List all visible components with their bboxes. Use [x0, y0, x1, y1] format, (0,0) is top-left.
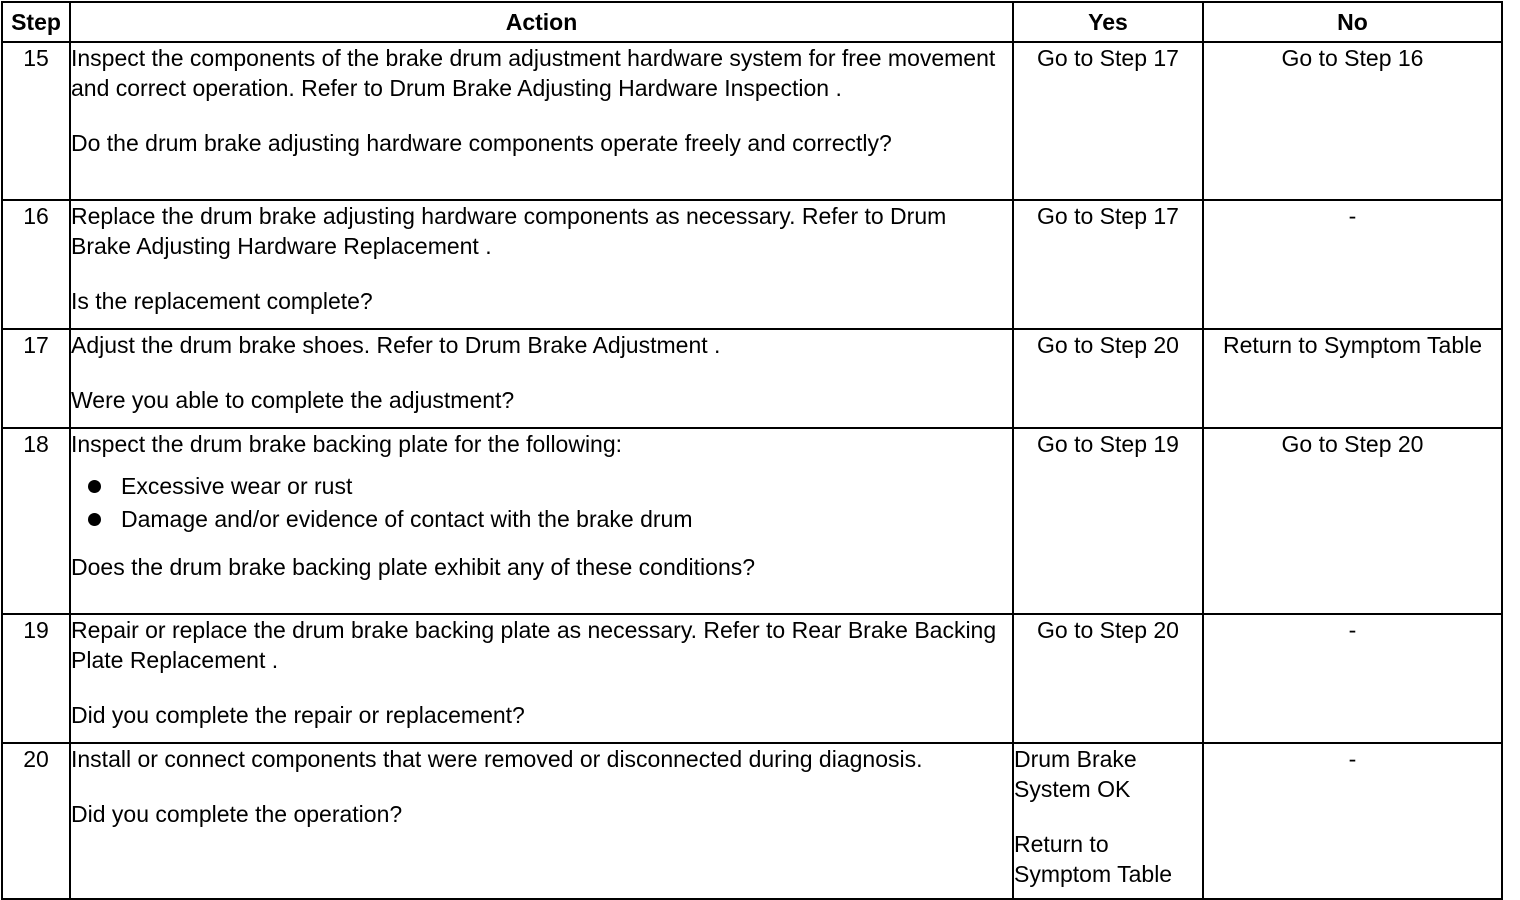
action-cell — [70, 743, 1013, 899]
condition-list — [71, 470, 1012, 536]
step-number: 20 — [2, 743, 70, 899]
table-row — [2, 42, 1502, 200]
table-row — [2, 428, 1502, 614]
no-cell: Go to Step 16 — [1203, 42, 1502, 200]
step-number: 18 — [2, 428, 70, 614]
no-cell: - — [1203, 743, 1502, 899]
action-question: Does the drum brake backing plate exhibit any of these conditions? — [71, 554, 756, 580]
yes-cell — [1013, 743, 1203, 899]
yes-cell: Go to Step 17 — [1013, 42, 1203, 200]
yes-result-return: Return to Symptom Table — [1014, 831, 1173, 887]
action-cell — [70, 428, 1013, 614]
header-no: No — [1203, 2, 1502, 42]
action-text: Inspect the components of the brake drum adjustment hardware system for free movement and correct operation. Refer to Drum Brake Adjusting Hardware Inspection . — [71, 45, 996, 101]
action-cell — [70, 329, 1013, 428]
list-item — [71, 503, 1012, 536]
action-question: Did you complete the operation? — [71, 801, 403, 827]
list-item-text: Damage and/or evidence of contact with the brake drum — [121, 506, 693, 532]
action-text: Install or connect components that were removed or disconnected during diagnosis. — [71, 746, 923, 772]
step-number: 19 — [2, 614, 70, 743]
header-step: Step — [2, 2, 70, 42]
no-cell: Go to Step 20 — [1203, 428, 1502, 614]
action-text: Inspect the drum brake backing plate for the following: — [71, 431, 623, 457]
yes-cell: Go to Step 20 — [1013, 329, 1203, 428]
list-item-text: Excessive wear or rust — [121, 473, 353, 499]
table-row — [2, 743, 1502, 899]
no-cell: - — [1203, 614, 1502, 743]
yes-cell: Go to Step 17 — [1013, 200, 1203, 329]
action-text: Replace the drum brake adjusting hardware components as necessary. Refer to Drum Brake Adjusting Hardware Replacement . — [71, 203, 947, 259]
table-row — [2, 329, 1502, 428]
action-cell — [70, 614, 1013, 743]
yes-cell: Go to Step 19 — [1013, 428, 1203, 614]
action-question: Is the replacement complete? — [71, 288, 373, 314]
action-text: Repair or replace the drum brake backing plate as necessary. Refer to Rear Brake Backing Plate Replacement . — [71, 617, 997, 673]
bullet-icon — [88, 480, 101, 493]
yes-result-ok: Drum Brake System OK — [1014, 746, 1137, 802]
yes-cell: Go to Step 20 — [1013, 614, 1203, 743]
table-header-row — [2, 2, 1502, 42]
header-action: Action — [70, 2, 1013, 42]
table-row — [2, 614, 1502, 743]
action-cell — [70, 42, 1013, 200]
action-question: Did you complete the repair or replacement? — [71, 702, 525, 728]
bullet-icon — [88, 513, 101, 526]
table-row — [2, 200, 1502, 329]
diagnostic-table — [1, 1, 1503, 900]
header-yes: Yes — [1013, 2, 1203, 42]
action-text: Adjust the drum brake shoes. Refer to Drum Brake Adjustment . — [71, 332, 721, 358]
list-item — [71, 470, 1012, 503]
step-number: 16 — [2, 200, 70, 329]
no-cell: Return to Symptom Table — [1203, 329, 1502, 428]
action-cell — [70, 200, 1013, 329]
step-number: 15 — [2, 42, 70, 200]
action-question: Do the drum brake adjusting hardware components operate freely and correctly? — [71, 130, 892, 156]
step-number: 17 — [2, 329, 70, 428]
no-cell: - — [1203, 200, 1502, 329]
action-question: Were you able to complete the adjustment? — [71, 387, 515, 413]
